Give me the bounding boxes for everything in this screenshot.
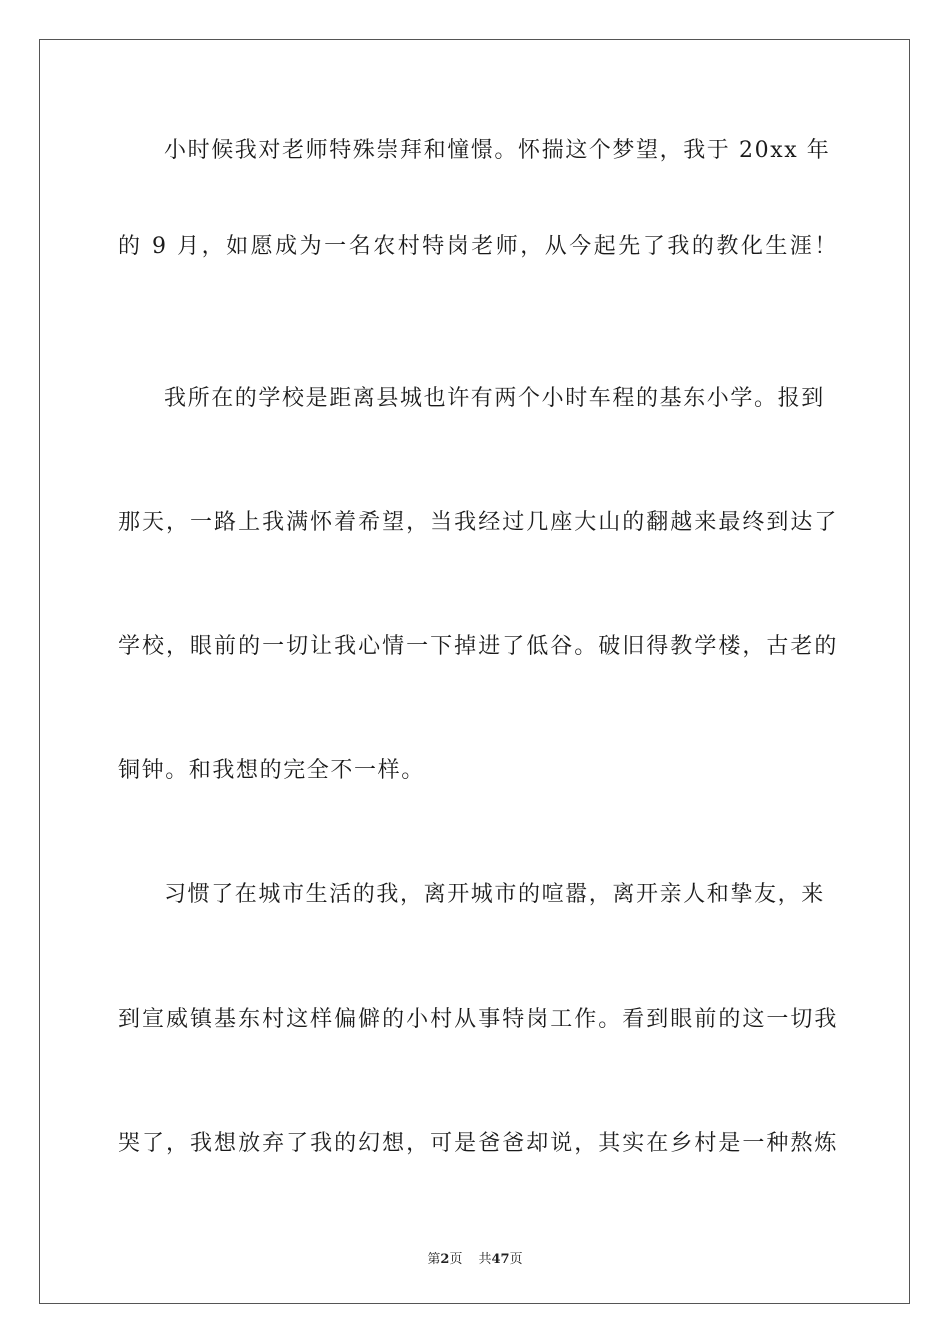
- paragraph-1-line-2: 的 9 月，如愿成为一名农村特岗老师，从今起先了我的教化生涯！: [118, 234, 838, 259]
- current-page-number: 2: [440, 1252, 450, 1267]
- paragraph-2-line-4: 铜钟。和我想的完全不一样。: [118, 758, 425, 783]
- total-label-suffix: 页: [509, 1252, 523, 1267]
- total-label-prefix: 共: [478, 1252, 492, 1267]
- paragraph-3-line-1: 习惯了在城市生活的我，离开城市的喧嚣，离开亲人和挚友，来: [164, 882, 825, 907]
- page-border: [39, 39, 910, 1304]
- paragraph-3-line-3: 哭了，我想放弃了我的幻想，可是爸爸却说，其实在乡村是一种熬炼: [118, 1131, 838, 1156]
- total-pages-number: 47: [491, 1252, 510, 1267]
- page-label-prefix: 第: [427, 1252, 441, 1267]
- paragraph-1-line-1: 小时候我对老师特殊崇拜和憧憬。怀揣这个梦望，我于 20xx 年: [164, 138, 831, 163]
- paragraph-2-line-2: 那天，一路上我满怀着希望，当我经过几座大山的翻越来最终到达了: [118, 510, 838, 535]
- paragraph-2-line-3: 学校，眼前的一切让我心情一下掉进了低谷。破旧得教学楼，古老的: [118, 634, 838, 659]
- paragraph-2-line-1: 我所在的学校是距离县城也许有两个小时车程的基东小学。报到: [164, 386, 825, 411]
- page-label-suffix: 页: [449, 1252, 463, 1267]
- page-footer: [0, 1248, 950, 1267]
- paragraph-3-line-2: 到宣威镇基东村这样偏僻的小村从事特岗工作。看到眼前的这一切我: [118, 1007, 838, 1032]
